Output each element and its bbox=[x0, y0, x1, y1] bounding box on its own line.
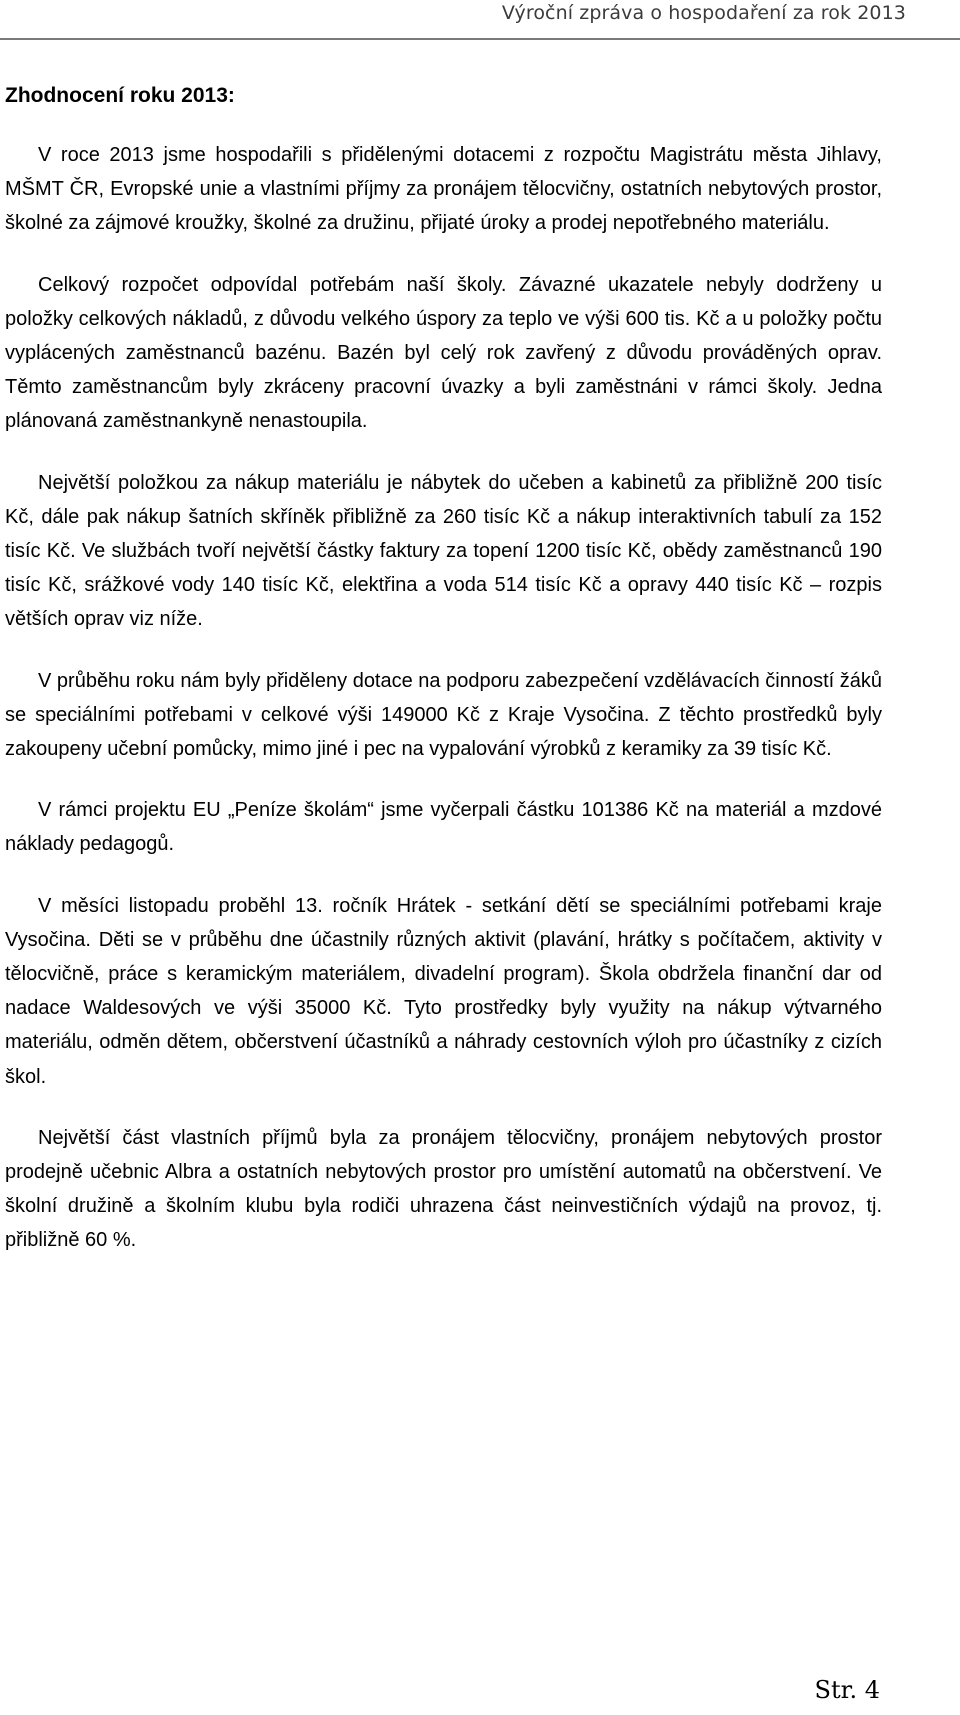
page-header-title: Výroční zpráva o hospodaření za rok 2013 bbox=[501, 2, 906, 24]
document-body bbox=[5, 80, 882, 1285]
paragraph-hospodareni: V roce 2013 jsme hospodařili s přidělenými dotacemi z rozpočtu Magistrátu města Jihlavy, MŠMT ČR, Evropské unie a vlastními příjmy za pronájem tělocvičny, ostatních nebytových prostor, školné za zájmové kroužky, školné za družinu, přijaté úroky a prodej nepotřebného materiálu. bbox=[5, 144, 882, 235]
paragraph-dotace-kraj: V průběhu roku nám byly přiděleny dotace na podporu zabezpečení vzdělávacích činností žáků se speciálními potřebami v celkové výši 149000 Kč z Kraje Vysočina. Z těchto prostředků byly zakoupeny učební pomůcky, mimo jiné i pec na vypalování výrobků z keramiky za 39 tisíc Kč. bbox=[5, 669, 882, 761]
page-number: Str. 4 bbox=[814, 1676, 880, 1704]
section-title: Zhodnocení roku 2013: bbox=[5, 84, 235, 107]
paragraph-rozpocet: Celkový rozpočet odpovídal potřebám naší školy. Závazné ukazatele nebyly dodrženy u položky celkových nákladů, z důvodu velkého úspory za teplo ve výši 600 tis. Kč a u položky počtu vyplácených zaměstnanců bazénu. Bazén byl celý rok zavřený z důvodu prováděných oprav. Těmto zaměstnancům byly zkráceny pracovní úvazky a byli zaměstnáni v rámci školy. Jedna plánovaná zaměstnankyně nenastoupila. bbox=[5, 273, 882, 433]
header-divider bbox=[0, 38, 960, 40]
paragraph-nakup-materialu: Největší položkou za nákup materiálu je nábytek do učeben a kabinetů za přibližně 200 tisíc Kč, dále pak nákup šatních skříněk přibližně za 260 tisíc Kč a nákup interaktivních tabulí za 152 tisíc Kč. Ve službách tvoří největší částky faktury za topení 1200 tisíc Kč, obědy zaměstnanců 190 tisíc Kč, srážkové vody 140 tisíc Kč, elektřina a voda 514 tisíc Kč a opravy 440 tisíc Kč – rozpis větších oprav viz níže. bbox=[5, 471, 882, 631]
paragraph-vlastni-prijmy: Největší část vlastních příjmů byla za pronájem tělocvičny, pronájem nebytových prostor prodejně učebnic Albra a ostatních nebytových prostor pro umístění automatů na občerstvení. Ve školní družině a školním klubu byla rodiči uhrazena část neinvestičních výdajů na provoz, tj. přibližně 60 %. bbox=[5, 1126, 882, 1252]
paragraph-hratky: V měsíci listopadu proběhl 13. ročník Hrátek - setkání dětí se speciálními potřebami kraje Vysočina. Děti se v průběhu dne účastnily různých aktivit (plavání, hrátky s počítačem, aktivity v tělocvičně, práce s keramickým materiálem, divadelní program). Škola obdržela finanční dar od nadace Waldesových ve výši 35000 Kč. Tyto prostředky byly využity na nákup výtvarného materiálu, odměn dětem, občerstvení účastníků a náhrady cestovních výloh pro účastníky z cizích škol. bbox=[5, 894, 882, 1088]
paragraph-projekt-eu: V rámci projektu EU „Peníze školám“ jsme vyčerpali částku 101386 Kč na materiál a mzdové náklady pedagogů. bbox=[5, 799, 882, 856]
